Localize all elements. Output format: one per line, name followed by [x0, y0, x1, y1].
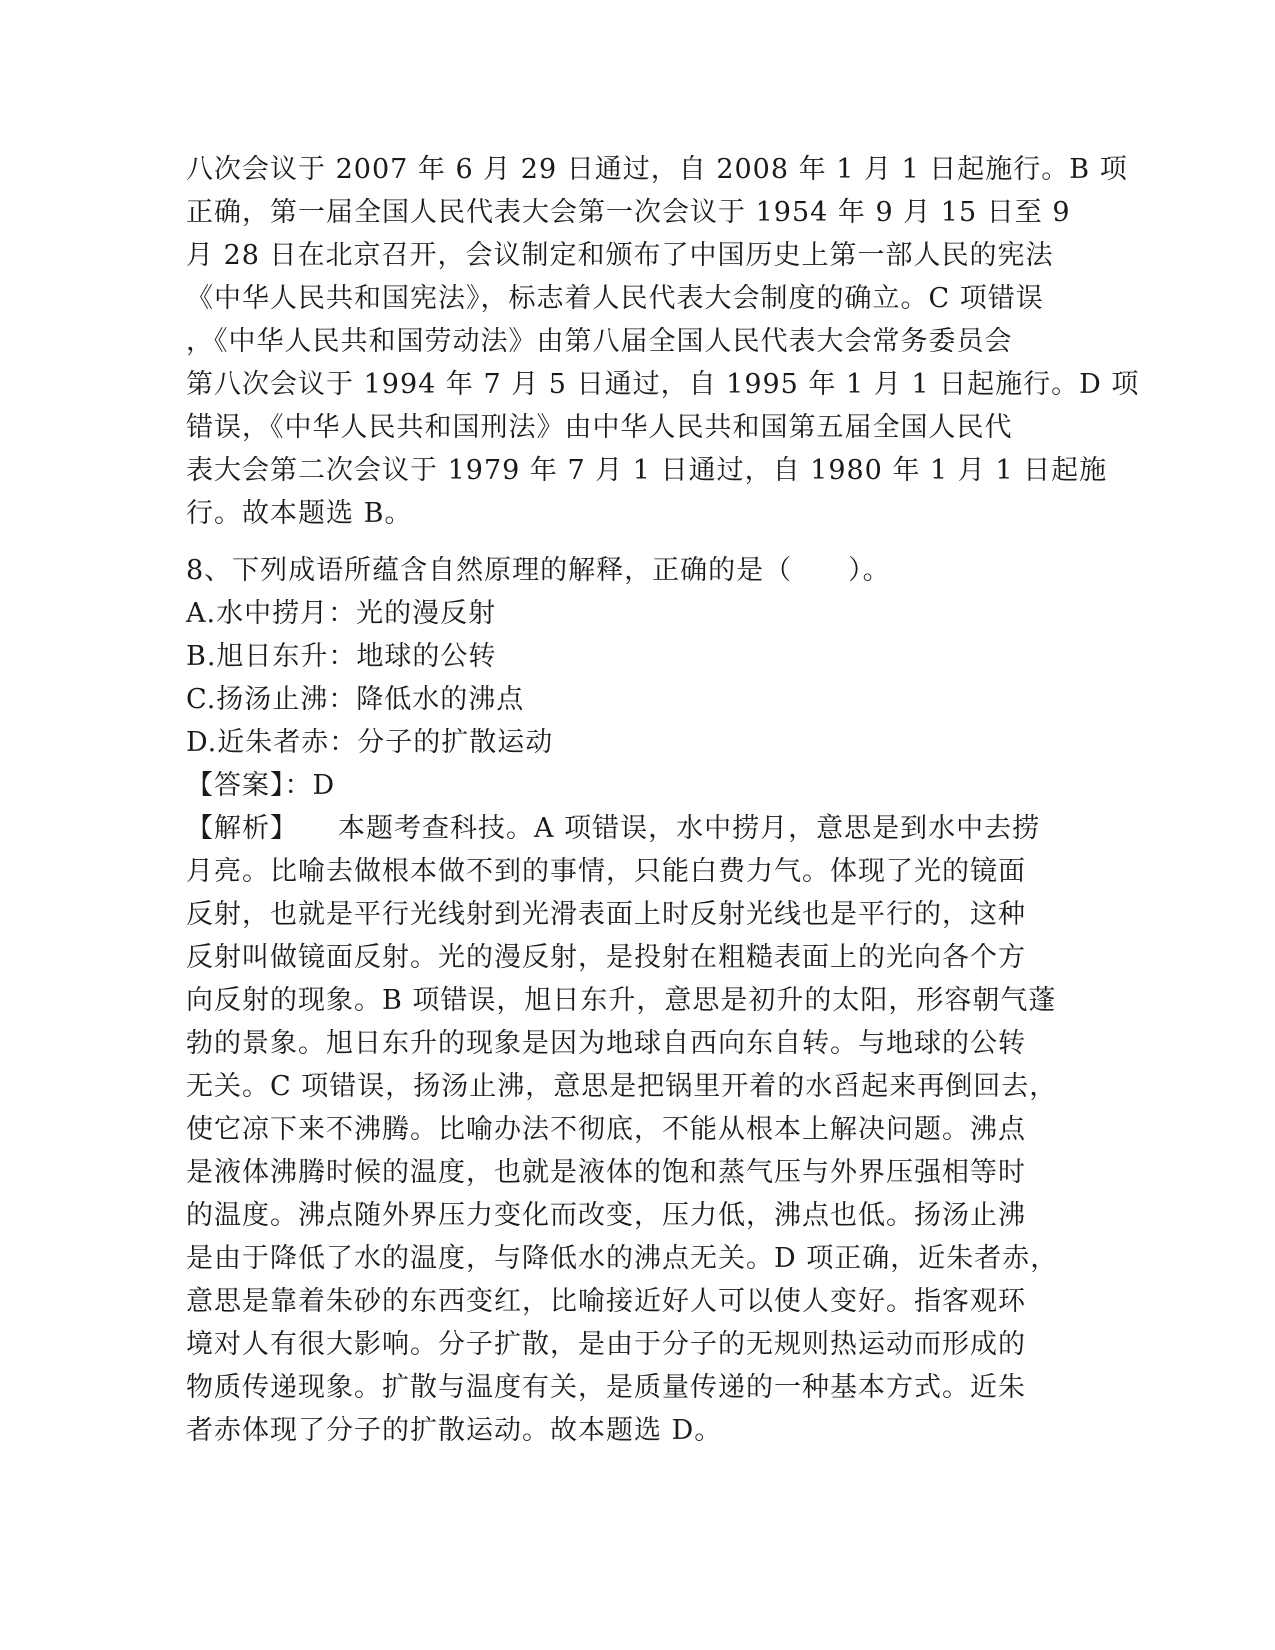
analysis-line: 意思是靠着朱砂的东西变红，比喻接近好人可以使人变好。指客观环: [186, 1286, 1026, 1317]
analysis-first-line: [186, 807, 1086, 850]
explanation-line: ，《中华人民共和国劳动法》由第八届全国人民代表大会常务委员会: [186, 326, 1013, 357]
analysis-line: 者赤体现了分子的扩散运动。故本题选 D。: [186, 1415, 723, 1446]
option-d: D.近朱者赤：分子的扩散运动: [186, 727, 554, 758]
analysis-line: 勃的景象。旭日东升的现象是因为地球自西向东自转。与地球的公转: [186, 1028, 1026, 1059]
explanation-line: 行。故本题选 B。: [186, 498, 413, 529]
analysis-line: 向反射的现象。B 项错误，旭日东升，意思是初升的太阳，形容朝气蓬: [186, 985, 1057, 1016]
analysis-line: 是液体沸腾时候的温度，也就是液体的饱和蒸气压与外界压强相等时: [186, 1157, 1026, 1188]
analysis-line: 反射，也就是平行光线射到光滑表面上时反射光线也是平行的，这种: [186, 899, 1026, 930]
analysis-label: 【解析】: [186, 813, 298, 844]
explanation-line: 错误，《中华人民共和国刑法》由中华人民共和国第五届全国人民代: [186, 412, 1013, 443]
option-a: A.水中捞月：光的漫反射: [186, 598, 497, 629]
explanation-line: 表大会第二次会议于 1979 年 7 月 1 日通过，自 1980 年 1 月 1 日起施: [186, 455, 1108, 486]
explanation-line: 八次会议于 2007 年 6 月 29 日通过，自 2008 年 1 月 1 日起施行。B 项: [186, 154, 1128, 185]
question-8: [186, 549, 1086, 1452]
explanation-line: 月 28 日在北京召开，会议制定和颁布了中国历史上第一部人民的宪法: [186, 240, 1054, 271]
option-c: C.扬汤止沸：降低水的沸点: [186, 684, 525, 715]
analysis-text: 本题考查科技。A 项错误，水中捞月，意思是到水中去捞: [338, 813, 1041, 844]
analysis-line: 境对人有很大影响。分子扩散，是由于分子的无规则热运动而形成的: [186, 1329, 1026, 1360]
analysis-line: 的温度。沸点随外界压力变化而改变，压力低，沸点也低。扬汤止沸: [186, 1200, 1026, 1231]
answer-row: [186, 764, 1086, 807]
analysis-line: 物质传递现象。扩散与温度有关，是质量传递的一种基本方式。近朱: [186, 1372, 1026, 1403]
analysis-line: 反射叫做镜面反射。光的漫反射，是投射在粗糙表面上的光向各个方: [186, 942, 1026, 973]
analysis-line: 是由于降低了水的温度，与降低水的沸点无关。D 项正确，近朱者赤，: [186, 1243, 1059, 1274]
explanation-line: 《中华人民共和国宪法》，标志着人民代表大会制度的确立。C 项错误: [186, 283, 1044, 314]
analysis-line: 月亮。比喻去做根本做不到的事情，只能白费力气。体现了光的镜面: [186, 856, 1026, 887]
question-stem: 8、下列成语所蕴含自然原理的解释，正确的是（ ）。: [186, 555, 891, 586]
analysis-line: 无关。C 项错误，扬汤止沸，意思是把锅里开着的水舀起来再倒回去，: [186, 1071, 1058, 1102]
previous-explanation: [186, 148, 1140, 535]
answer-label: 【答案】：: [186, 770, 313, 801]
explanation-line: 正确，第一届全国人民代表大会第一次会议于 1954 年 9 月 15 日至 9: [186, 197, 1071, 228]
option-b: B.旭日东升：地球的公转: [186, 641, 497, 672]
explanation-line: 第八次会议于 1994 年 7 月 5 日通过，自 1995 年 1 月 1 日起施行。D 项: [186, 369, 1140, 400]
analysis-line: 使它凉下来不沸腾。比喻办法不彻底，不能从根本上解决问题。沸点: [186, 1114, 1026, 1145]
answer-value: D: [312, 770, 336, 801]
